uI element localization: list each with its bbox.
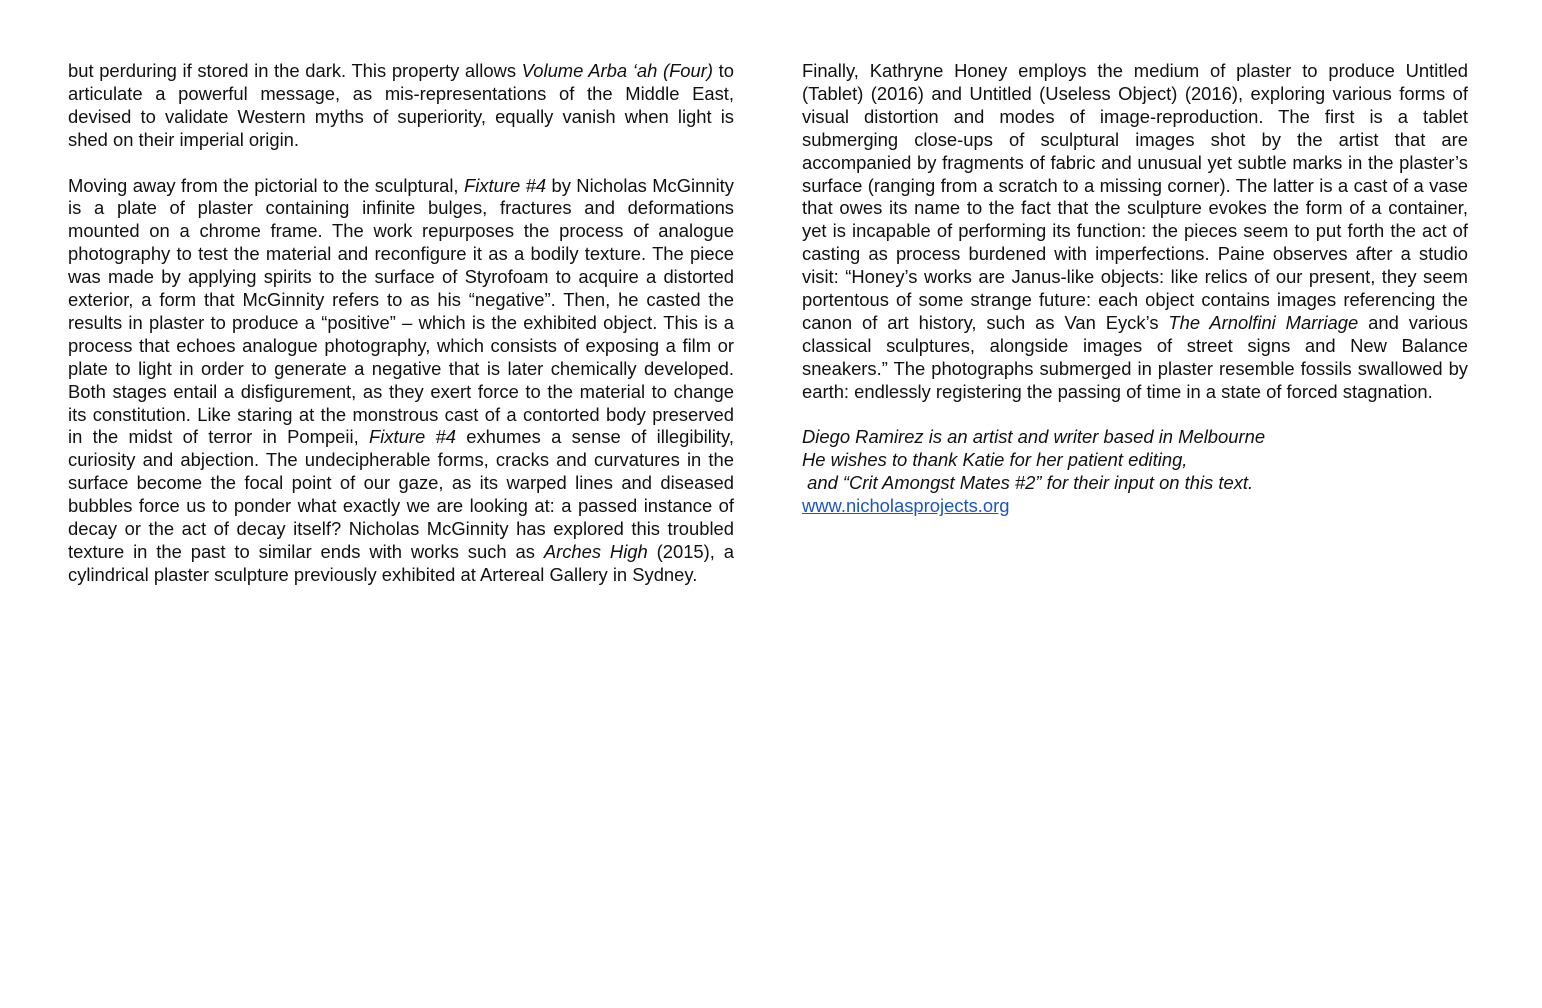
italic-title: The Arnolfini Marriage: [1168, 311, 1359, 333]
text-run: to articulate a powerful message, as mis-representations of the Middle East, devised to validate Western myths of superiority, equally vanish when light is shed on their imperial origin.: [68, 60, 734, 150]
paragraph-volume-arba: [68, 60, 734, 152]
paragraph-fixture-4: [68, 175, 734, 587]
italic-title: Fixture #4: [368, 426, 456, 448]
author-bio: Diego Ramirez is an artist and writer based in Melbourne: [802, 426, 1266, 448]
text-run: and various classical sculptures, alongside images of street signs and New Balance sneakers.” The photographs submerged in plaster resemble fossils swallowed by earth: endlessly registering the passing of time in a state of forced stagnation.: [802, 311, 1468, 402]
website-link[interactable]: www.nicholasprojects.org: [802, 495, 1010, 517]
text-run: by Nicholas McGinnity is a plate of plaster containing infinite bulges, fractures and deformations mounted on a chrome frame. The work repurposes the process of analogue photography to test the material and reconfigure it as a bodily texture. The piece was made by applying spirits to the surface of Styrofoam to acquire a distorted exterior, a form that McGinnity refers to as his “negative”. Then, he casted the results in plaster to produce a “positive” – which is the exhibited object. This is a process that echoes analogue photography, which consists of exposing a film or plate to light in order to generate a negative that is later chemically developed. Both stages entail a disfigurement, as they exert force to the material to change its constitution. Like staring at the monstrous cast of a contorted body preserved in the midst of terror in Pompeii,: [68, 174, 734, 448]
text-run: Moving away from the pictorial to the sculptural,: [68, 174, 464, 196]
text-run: Finally, Kathryne Honey employs the medium of plaster to produce Untitled (Tablet) (2016) and Untitled (Useless Object) (2016), exploring various forms of visual distortion and modes of image-reproduction. The first is a tablet submerging close-ups of sculptural images shot by the artist that are accompanied by fragments of fabric and unusual yet subtle marks in the plaster’s surface (ranging from a scratch to a missing corner). The latter is a cast of a vase that owes its name to the fact that the sculpture evokes the form of a container, yet is incapable of performing its function: the pieces seem to put forth the act of casting as process burdened with imperfections. Paine observes after a studio visit: “Honey’s works are Janus-like objects: like relics of our present, they seem portentous of some strange future: each object contains images referencing the canon of art history, such as Van Eyck’s: [802, 60, 1468, 333]
italic-title: Fixture #4: [463, 174, 547, 196]
acknowledgement-line-2: and “Crit Amongst Mates #2” for their input on this text.: [802, 472, 1254, 494]
text-run: exhumes a sense of illegibility, curiosity and abjection. The undecipherable forms, cracks and curvatures in the surface become the focal point of our gaze, as its warped lines and diseased bubbles force us to ponder what exactly we are looking at: a passed instance of decay or the act of decay itself? Nicholas McGinnity has explored this troubled texture in the past to similar ends with works such as: [68, 426, 734, 563]
italic-title: Volume Arba ‘ah (Four): [521, 60, 714, 81]
italic-title: Arches High: [543, 541, 648, 563]
text-run: but perduring if stored in the dark. This property allows: [68, 60, 522, 81]
author-credits: [802, 426, 1468, 518]
paragraph-kathryne-honey: [802, 60, 1468, 404]
acknowledgement-line-1: He wishes to thank Katie for her patient editing,: [802, 449, 1188, 471]
right-column: [802, 60, 1468, 518]
left-column: [68, 60, 734, 587]
text-run: (2015), a cylindrical plaster sculpture previously exhibited at Artereal Gallery in Sydney.: [68, 541, 734, 585]
